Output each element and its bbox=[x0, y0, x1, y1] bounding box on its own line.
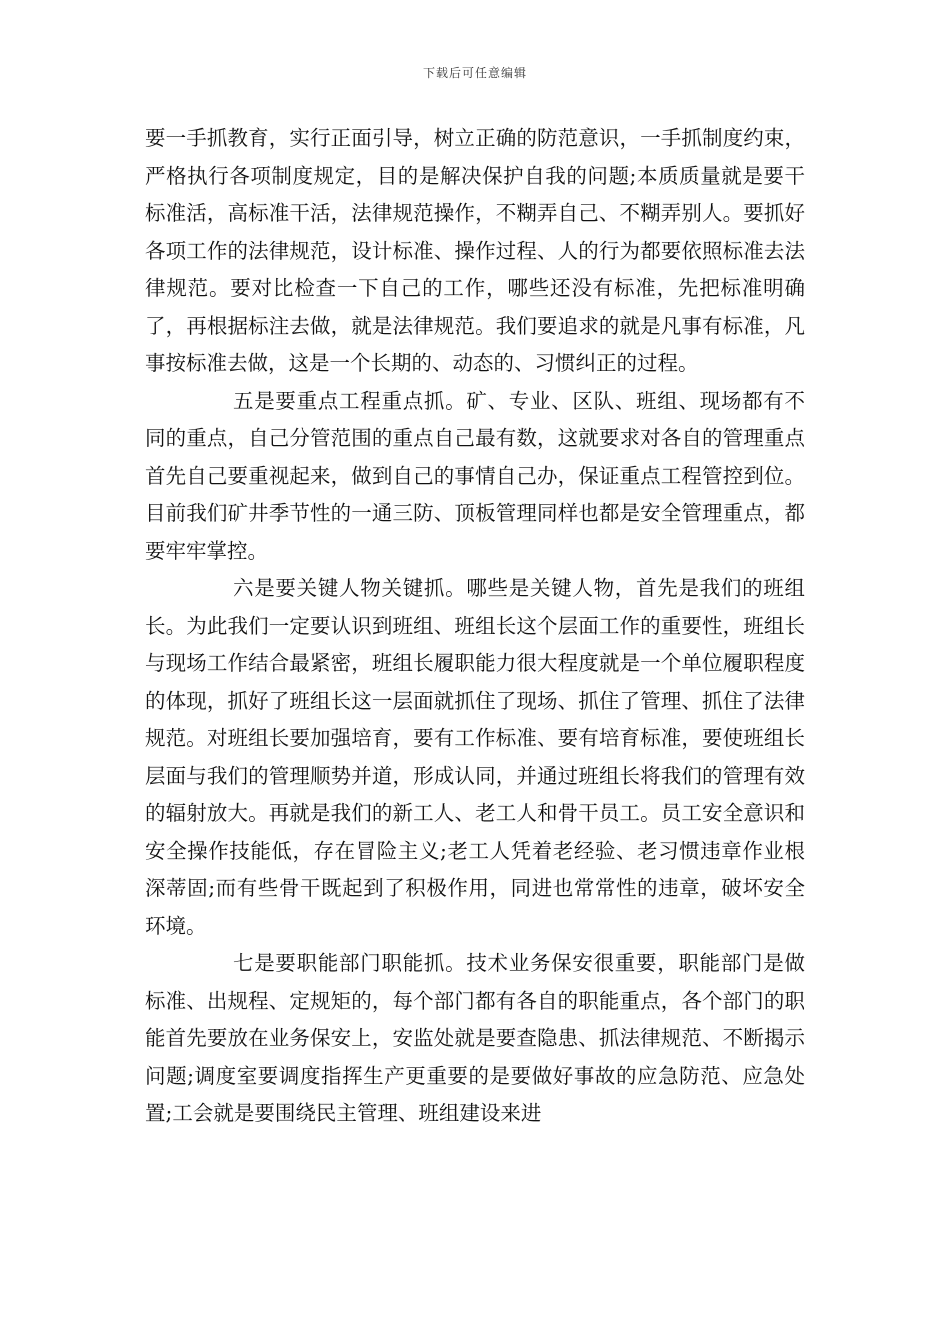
paragraph-3: 六是要关键人物关键抓。哪些是关键人物，首先是我们的班组长。为此我们一定要认识到班组、班组长这个层面工作的重要性，班组长与现场工作结合最紧密，班组长履职能力很大程度就是一个单位履职程度的体现，抓好了班组长这一层面就抓住了现场、抓住了管理、抓住了法律规范。对班组长要加强培育，要有工作标准、要有培育标准，要使班组长层面与我们的管理顺势并道，形成认同，并通过班组长将我们的管理有效的辐射放大。再就是我们的新工人、老工人和骨干员工。员工安全意识和安全操作技能低，存在冒险主义;老工人凭着老经验、老习惯违章作业根深蒂固;而有些骨干既起到了积极作用，同进也常常性的违章，破坏安全环境。 bbox=[145, 576, 805, 938]
body-text bbox=[145, 120, 805, 1133]
paragraph-1: 要一手抓教育，实行正面引导，树立正确的防范意识，一手抓制度约束，严格执行各项制度规定，目的是解决保护自我的问题;本质质量就是要干标准活，高标准干活，法律规范操作，不糊弄自己、不糊弄别人。要抓好各项工作的法律规范，设计标准、操作过程、人的行为都要依照标准去法律规范。要对比检查一下自己的工作，哪些还没有标准，先把标准明确了，再根据标注去做，就是法律规范。我们要追求的就是凡事有标准，凡事按标准去做，这是一个长期的、动态的、习惯纠正的过程。 bbox=[145, 126, 805, 375]
page-header: 下载后可任意编辑 bbox=[422, 66, 527, 80]
paragraph-4: 七是要职能部门职能抓。技术业务保安很重要，职能部门是做标准、出规程、定规矩的，每个部门都有各自的职能重点，各个部门的职能首先要放在业务保安上，安监处就是要查隐患、抓法律规范、不断揭示问题;调度室要调度指挥生产更重要的是要做好事故的应急防范、应急处置;工会就是要围绕民主管理、班组建设来进 bbox=[145, 951, 805, 1125]
paragraph-2: 五是要重点工程重点抓。矿、专业、区队、班组、现场都有不同的重点，自己分管范围的重点自己最有数，这就要求对各自的管理重点首先自己要重视起来，做到自己的事情自己办，保证重点工程管控到位。目前我们矿井季节性的一通三防、顶板管理同样也都是安全管理重点，都要牢牢掌控。 bbox=[145, 388, 805, 563]
